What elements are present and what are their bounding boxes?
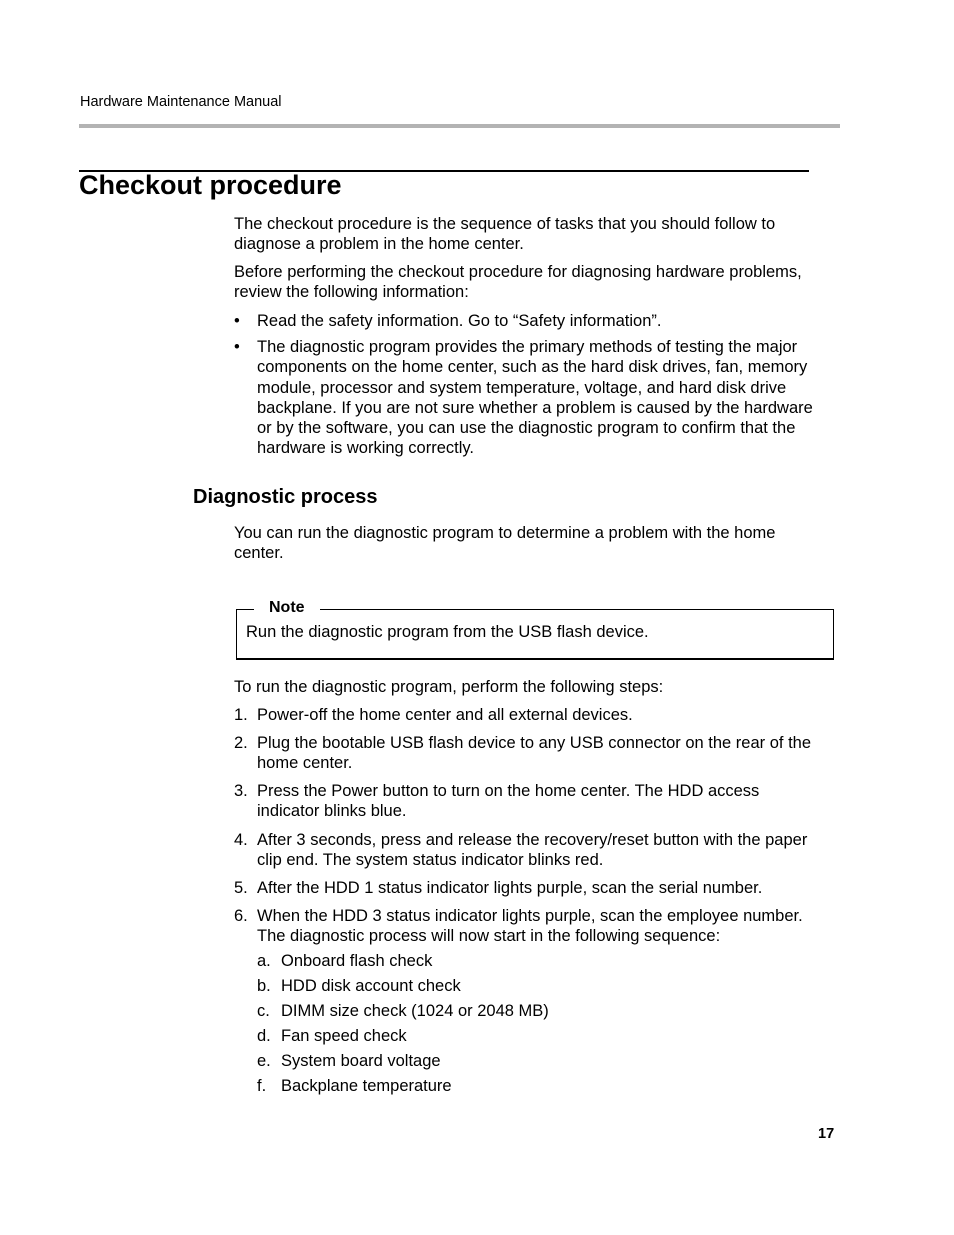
note-label: Note	[254, 598, 320, 618]
header-rule	[79, 124, 840, 128]
step-item: When the HDD 3 status indicator lights purple, scan the employee number. The diagnostic process will now start in the following sequence:	[257, 907, 803, 946]
page-number: 17	[818, 1126, 835, 1142]
step-number: 4.	[234, 831, 248, 849]
step-item: Plug the bootable USB flash device to any USB connector on the rear of the home center.	[257, 734, 812, 773]
step-number: 6.	[234, 907, 248, 925]
step-number: 1.	[234, 706, 248, 724]
review-paragraph: Before performing the checkout procedure for diagnosing hardware problems, review the following information:	[234, 263, 802, 302]
page-title: Checkout procedure	[79, 170, 342, 200]
note-text: Run the diagnostic program from the USB flash device.	[246, 623, 649, 641]
step-number: 2.	[234, 734, 248, 752]
substep-item: Onboard flash check	[281, 952, 433, 970]
substep-letter: e.	[257, 1052, 271, 1070]
step-number: 5.	[234, 879, 248, 897]
step-item: After the HDD 1 status indicator lights purple, scan the serial number.	[257, 879, 763, 897]
substep-letter: f.	[257, 1077, 267, 1095]
step-item: After 3 seconds, press and release the recovery/reset button with the paper clip end. The system status indicator blinks red.	[257, 831, 808, 870]
section-title: Diagnostic process	[193, 486, 378, 508]
step-item: Press the Power button to turn on the home center. The HDD access indicator blinks blue.	[257, 782, 760, 821]
substep-item: HDD disk account check	[281, 977, 461, 995]
step-item: Power-off the home center and all external devices.	[257, 706, 633, 724]
substep-item: System board voltage	[281, 1052, 441, 1070]
running-header: Hardware Maintenance Manual	[80, 94, 282, 110]
substep-item: DIMM size check (1024 or 2048 MB)	[281, 1002, 549, 1020]
substep-letter: c.	[257, 1002, 270, 1020]
bullet-marker: •	[234, 338, 240, 356]
steps-intro: To run the diagnostic program, perform the following steps:	[234, 678, 664, 696]
substep-letter: d.	[257, 1027, 271, 1045]
bullet-marker: •	[234, 312, 240, 330]
step-number: 3.	[234, 782, 248, 800]
bullet-item-safety: Read the safety information. Go to “Safety information”.	[257, 312, 662, 330]
intro-paragraph: The checkout procedure is the sequence of tasks that you should follow to diagnose a problem in the home center.	[234, 215, 776, 254]
section-intro: You can run the diagnostic program to determine a problem with the home center.	[234, 524, 776, 563]
substep-letter: b.	[257, 977, 271, 995]
bullet-item-diagnostic: The diagnostic program provides the primary methods of testing the major components on the home center, such as the hard disk drives, fan, memory module, processor and system temperature, voltage, and hard disk drive backplane. If you are not sure whether a problem is caused by the hardware or by the software, you can use the diagnostic program to confirm that the hardware is working correctly.	[257, 338, 813, 458]
substep-item: Fan speed check	[281, 1027, 407, 1045]
substep-item: Backplane temperature	[281, 1077, 452, 1095]
substep-letter: a.	[257, 952, 271, 970]
